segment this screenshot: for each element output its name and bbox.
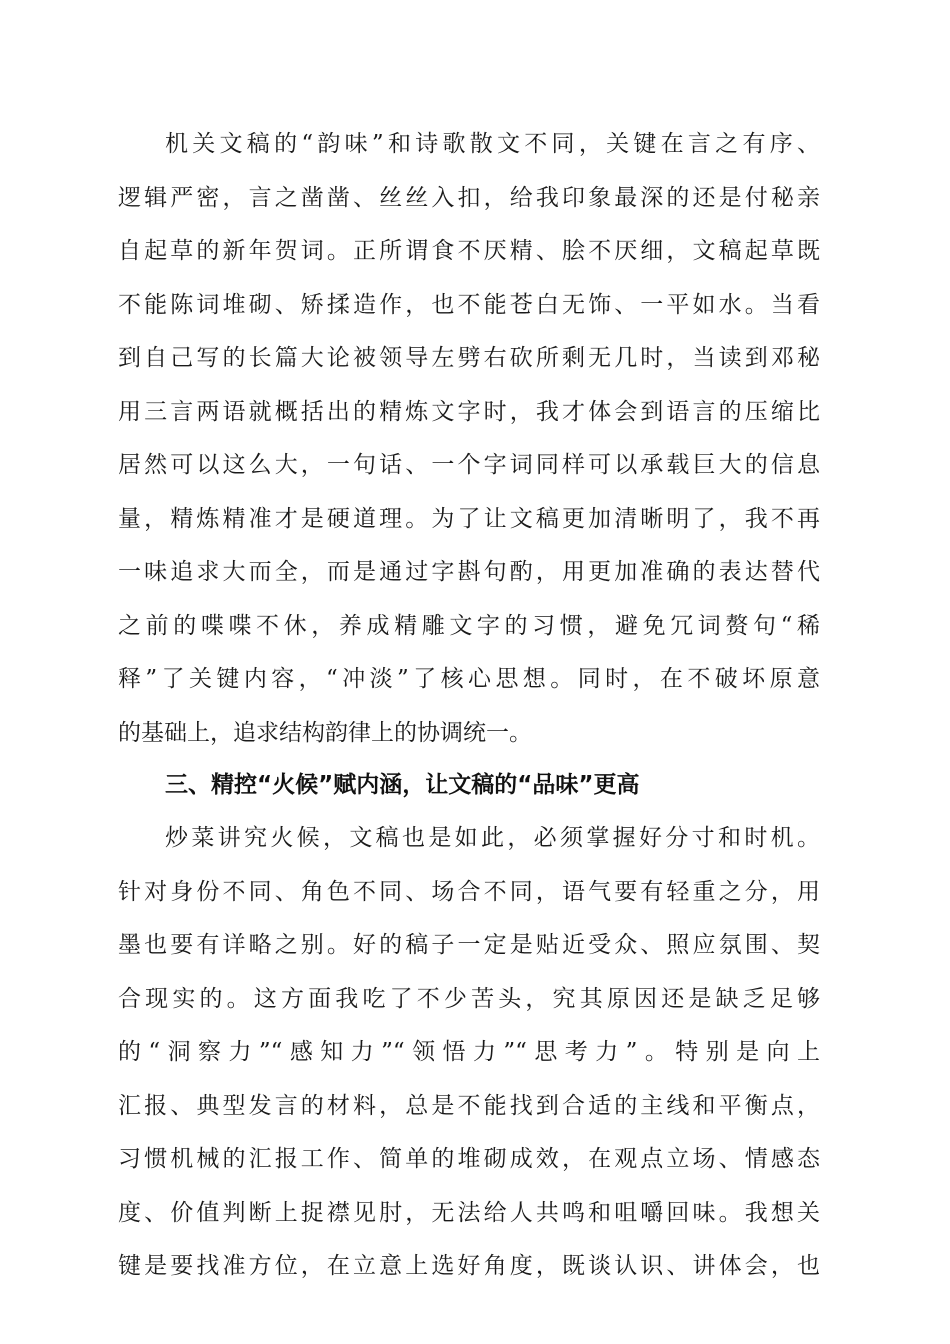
paragraph-line: 合现实的。这方面我吃了不少苦头，究其原因还是缺乏足够 bbox=[118, 986, 820, 1012]
paragraph-line: 习惯机械的汇报工作、简单的堆砌成效，在观点立场、情感态 bbox=[118, 1146, 820, 1172]
paragraph-line: 不能陈词堆砌、矫揉造作，也不能苍白无饰、一平如水。当看 bbox=[118, 292, 820, 318]
paragraph-line: 量，精炼精准才是硬道理。为了让文稿更加清晰明了，我不再 bbox=[118, 506, 820, 532]
paragraph-line: 到自己写的长篇大论被领导左劈右砍所剩无几时，当读到邓秘 bbox=[118, 345, 820, 371]
paragraph-line: 键是要找准方位，在立意上选好角度，既谈认识、讲体会，也 bbox=[118, 1253, 820, 1279]
paragraph-line: 机关文稿的“韵味”和诗歌散文不同，关键在言之有序、 bbox=[165, 131, 820, 157]
paragraph-line: 自起草的新年贺词。正所谓食不厌精、脍不厌细，文稿起草既 bbox=[118, 238, 820, 264]
paragraph-line: 炒菜讲究火候，文稿也是如此，必须掌握好分寸和时机。 bbox=[165, 825, 820, 851]
paragraph-line: 释”了关键内容，“冲淡”了核心思想。同时，在不破坏原意 bbox=[118, 666, 820, 692]
paragraph-line: 度、价值判断上捉襟见肘，无法给人共鸣和咀嚼回味。我想关 bbox=[118, 1200, 820, 1226]
section-heading: 三、精控“火候”赋内涵，让文稿的“品味”更高 bbox=[165, 772, 640, 798]
paragraph-line: 汇报、典型发言的材料，总是不能找到合适的主线和平衡点， bbox=[118, 1093, 820, 1119]
paragraph-line: 居然可以这么大，一句话、一个字词同样可以承载巨大的信息 bbox=[118, 452, 820, 478]
paragraph-line: 的基础上，追求结构韵律上的协调统一。 bbox=[118, 720, 532, 746]
paragraph-line: 的“洞察力”“感知力”“领悟力”“思考力”。特别是向上 bbox=[118, 1039, 820, 1065]
paragraph-line: 用三言两语就概括出的精炼文字时，我才体会到语言的压缩比 bbox=[118, 399, 820, 425]
paragraph-line: 逻辑严密，言之凿凿、丝丝入扣，给我印象最深的还是付秘亲 bbox=[118, 185, 820, 211]
paragraph-line: 墨也要有详略之别。好的稿子一定是贴近受众、照应氛围、契 bbox=[118, 932, 820, 958]
paragraph-line: 针对身份不同、角色不同、场合不同，语气要有轻重之分，用 bbox=[118, 879, 820, 905]
paragraph-line: 之前的喋喋不休，养成精雕文字的习惯，避免冗词赘句“稀 bbox=[118, 613, 820, 639]
paragraph-line: 一味追求大而全，而是通过字斟句酌，用更加准确的表达替代 bbox=[118, 559, 820, 585]
